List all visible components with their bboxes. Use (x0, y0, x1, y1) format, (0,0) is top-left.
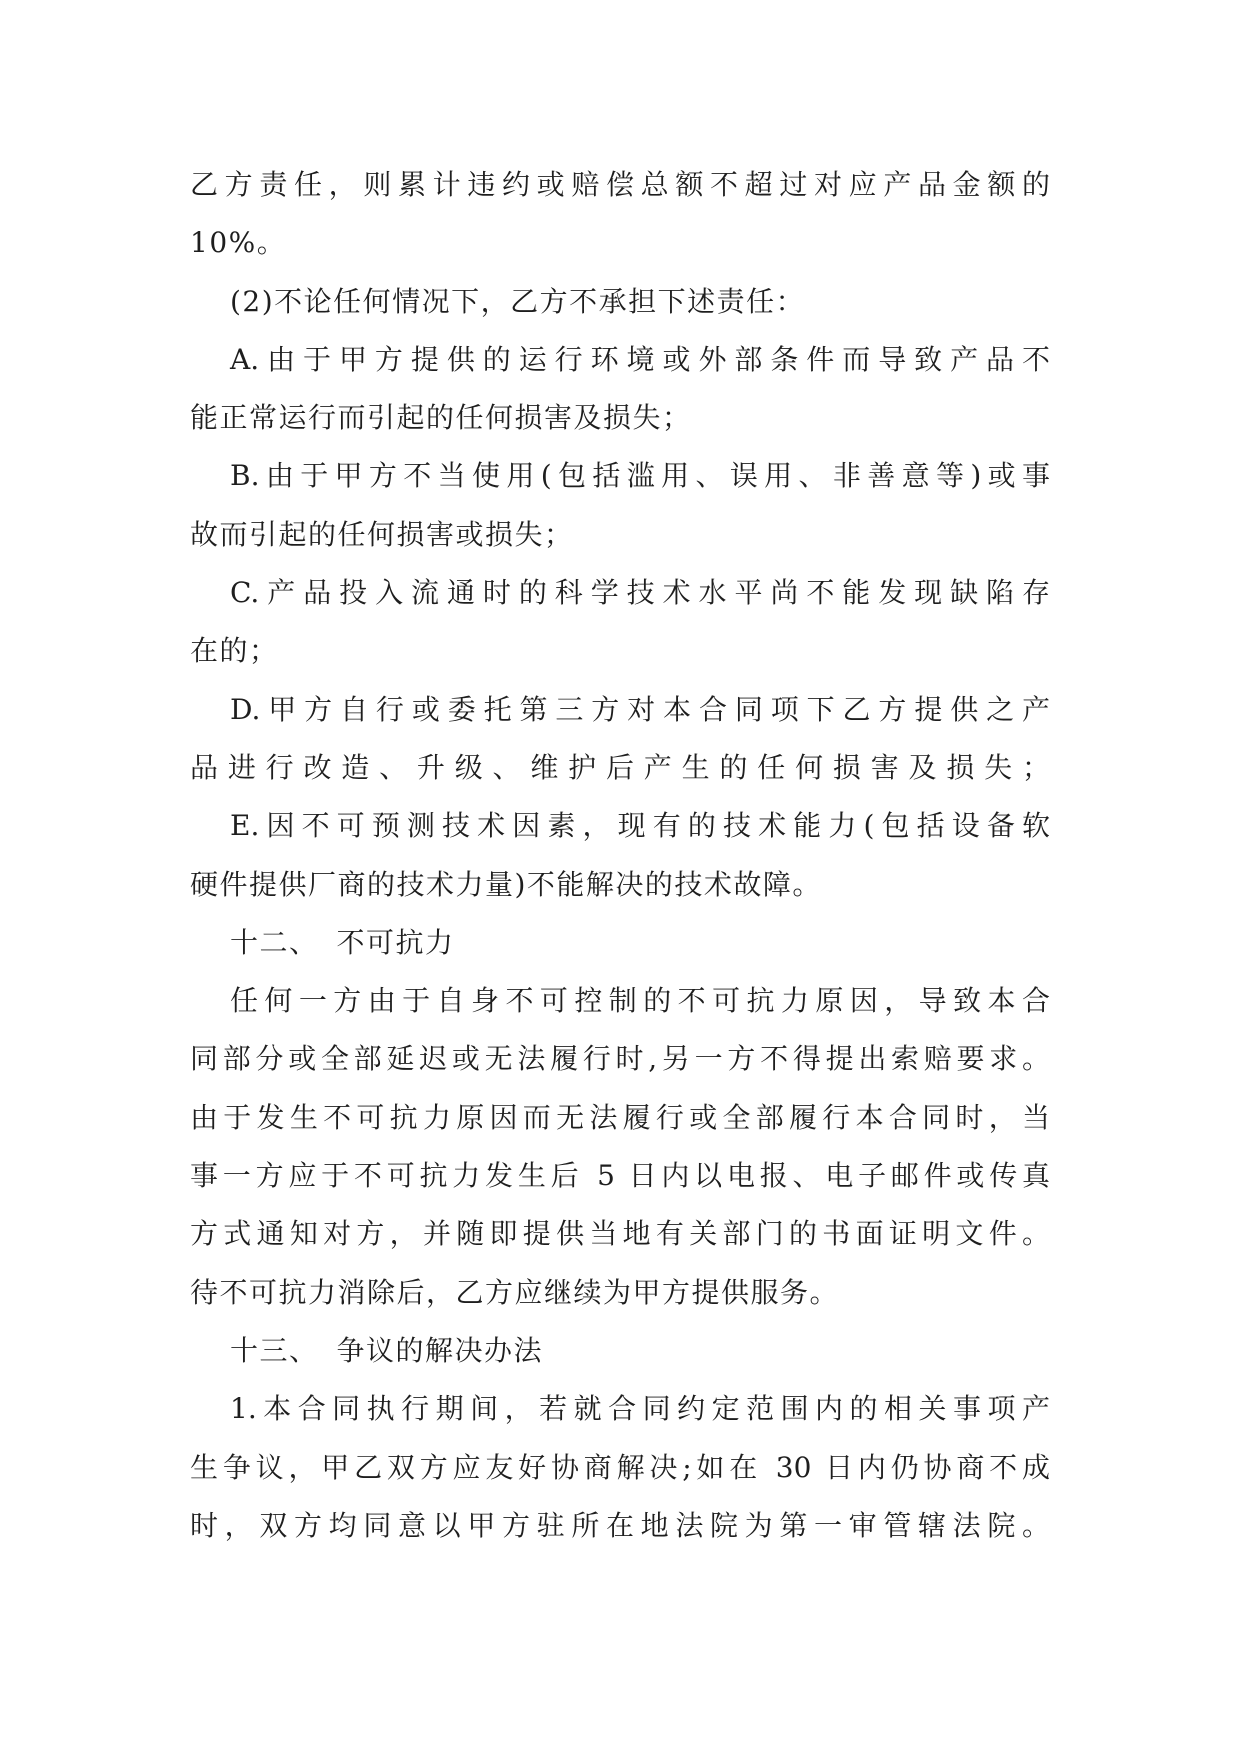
clause-12-heading (190, 914, 1050, 972)
document-body (190, 156, 1050, 1555)
clause-12-line: 任何一方由于自身不可控制的不可抗力原因，导致本合 (230, 984, 1050, 1018)
body-text-line: 乙方责任，则累计违约或赔偿总额不超过对应产品金额的 (190, 168, 1050, 201)
exclusion-d-line: 品进行改造、升级、维护后产生的任何损害及损失； (190, 750, 1050, 784)
exclusion-c-line: C.产品投入流通时的科学技术水平尚不能发现缺陷存 (230, 576, 1050, 610)
clause-title: 不可抗力 (336, 925, 455, 959)
clause-number: 十二、 (230, 925, 319, 959)
exclusion-b-line: B.由于甲方不当使用(包括滥用、误用、非善意等)或事 (230, 459, 1050, 493)
clause-12-line: 由于发生不可抗力原因而无法履行或全部履行本合同时，当 (190, 1100, 1050, 1134)
body-text-line: 10%。 (190, 226, 287, 260)
clause-12-line: 事一方应于不可抗力发生后 5 日内以电报、电子邮件或传真 (190, 1159, 1050, 1193)
clause-12-line: 待不可抗力消除后，乙方应继续为甲方提供服务。 (190, 1275, 840, 1309)
clause-title: 争议的解决办法 (336, 1333, 544, 1367)
clause-12-line: 同部分或全部延迟或无法履行时,另一方不得提出索赔要求。 (190, 1042, 1050, 1076)
exclusion-d-line: D.甲方自行或委托第三方对本合同项下乙方提供之产 (230, 692, 1050, 726)
exclusion-b-line: 故而引起的任何损害或损失； (190, 517, 574, 551)
exclusion-e-line: 硬件提供厂商的技术力量)不能解决的技术故障。 (190, 867, 822, 901)
exclusion-a-line: A.由于甲方提供的运行环境或外部条件而导致产品不 (230, 342, 1050, 376)
exclusion-c-line: 在的； (190, 634, 279, 668)
exclusion-e-line: E.因不可预测技术因素，现有的技术能力(包括设备软 (230, 809, 1050, 843)
clause-12-line: 方式通知对方，并随即提供当地有关部门的书面证明文件。 (190, 1217, 1050, 1251)
clause-13-line: 1.本合同执行期间，若就合同约定范围内的相关事项产 (230, 1392, 1050, 1426)
clause-13-line: 生争议，甲乙双方应友好协商解决;如在 30 日内仍协商不成 (190, 1450, 1050, 1484)
clause-number: 十三、 (230, 1333, 319, 1367)
exclusion-a-line: 能正常运行而引起的任何损害及损失； (190, 401, 692, 435)
clause-13-line: 时，双方均同意以甲方驻所在地法院为第一审管辖法院。 (190, 1508, 1050, 1542)
item-2-intro: (2)不论任何情况下，乙方不承担下述责任： (230, 284, 806, 318)
clause-13-heading (190, 1322, 1050, 1380)
